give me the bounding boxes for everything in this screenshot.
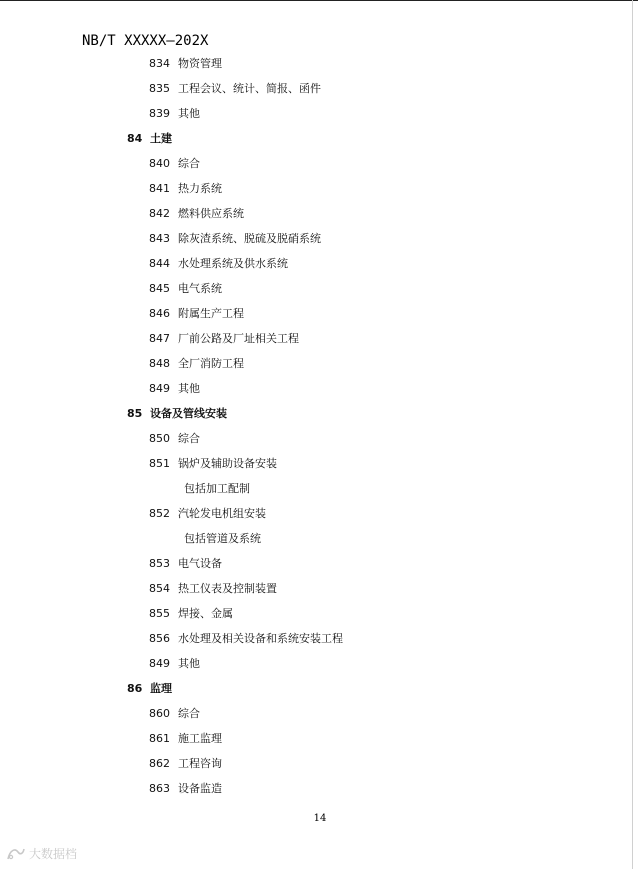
list-item bbox=[0, 729, 632, 754]
list-item bbox=[0, 329, 632, 354]
entry-label: 附属生产工程 bbox=[178, 307, 244, 320]
right-border-line bbox=[632, 0, 633, 869]
entry-label: 工程会议、统计、简报、函件 bbox=[178, 82, 321, 95]
entry-label: 除灰渣系统、脱硫及脱硝系统 bbox=[178, 232, 321, 245]
list-item bbox=[0, 104, 632, 129]
entry-label: 设备监造 bbox=[178, 782, 222, 795]
entry-label: 监理 bbox=[150, 682, 172, 695]
item-note bbox=[0, 529, 632, 554]
section-heading bbox=[0, 679, 632, 704]
entry-label: 土建 bbox=[150, 132, 172, 145]
entry-code: 853 bbox=[149, 557, 170, 570]
standard-code-header: NB/T XXXXX—202X bbox=[82, 33, 209, 49]
list-item bbox=[0, 654, 632, 679]
list-item bbox=[0, 504, 632, 529]
entry-label: 综合 bbox=[178, 707, 200, 720]
entry-code: 844 bbox=[149, 257, 170, 270]
page-number: 14 bbox=[313, 813, 327, 824]
entry-label: 厂前公路及厂址相关工程 bbox=[178, 332, 299, 345]
list-item bbox=[0, 54, 632, 79]
entry-label: 电气系统 bbox=[178, 282, 222, 295]
entry-label: 热力系统 bbox=[178, 182, 222, 195]
entry-code: 854 bbox=[149, 582, 170, 595]
entry-label: 综合 bbox=[178, 157, 200, 170]
entry-label: 焊接、金属 bbox=[178, 607, 233, 620]
entry-code: 840 bbox=[149, 157, 170, 170]
entry-label: 其他 bbox=[178, 657, 200, 670]
top-border-line bbox=[0, 0, 638, 1]
entry-code: 848 bbox=[149, 357, 170, 370]
entry-code: 86 bbox=[127, 682, 143, 695]
entry-code: 834 bbox=[149, 57, 170, 70]
section-heading bbox=[0, 129, 632, 154]
watermark-logo-icon bbox=[6, 846, 26, 862]
entry-code: 850 bbox=[149, 432, 170, 445]
entry-label: 燃料供应系统 bbox=[178, 207, 244, 220]
entry-code: 849 bbox=[149, 382, 170, 395]
entry-code: 860 bbox=[149, 707, 170, 720]
list-item bbox=[0, 554, 632, 579]
list-item bbox=[0, 779, 632, 804]
entry-label: 包括加工配制 bbox=[184, 482, 250, 495]
entry-code: 841 bbox=[149, 182, 170, 195]
entry-code: 843 bbox=[149, 232, 170, 245]
entry-code: 862 bbox=[149, 757, 170, 770]
list-item bbox=[0, 704, 632, 729]
list-item bbox=[0, 754, 632, 779]
entry-code: 84 bbox=[127, 132, 143, 145]
section-heading bbox=[0, 404, 632, 429]
entry-code: 852 bbox=[149, 507, 170, 520]
list-item bbox=[0, 454, 632, 479]
entry-label: 设备及管线安装 bbox=[150, 407, 227, 420]
entry-code: 846 bbox=[149, 307, 170, 320]
list-item bbox=[0, 429, 632, 454]
list-item bbox=[0, 254, 632, 279]
entry-label: 热工仪表及控制装置 bbox=[178, 582, 277, 595]
entry-label: 综合 bbox=[178, 432, 200, 445]
entry-code: 849 bbox=[149, 657, 170, 670]
list-item bbox=[0, 279, 632, 304]
entry-code: 835 bbox=[149, 82, 170, 95]
list-item bbox=[0, 379, 632, 404]
entry-label: 锅炉及辅助设备安装 bbox=[178, 457, 277, 470]
list-item bbox=[0, 604, 632, 629]
entry-label: 其他 bbox=[178, 382, 200, 395]
watermark bbox=[6, 845, 77, 862]
entry-code: 863 bbox=[149, 782, 170, 795]
entry-label: 包括管道及系统 bbox=[184, 532, 261, 545]
list-item bbox=[0, 79, 632, 104]
list-item bbox=[0, 579, 632, 604]
entry-code: 861 bbox=[149, 732, 170, 745]
entry-label: 施工监理 bbox=[178, 732, 222, 745]
entry-label: 汽轮发电机组安装 bbox=[178, 507, 266, 520]
item-note bbox=[0, 479, 632, 504]
list-item bbox=[0, 179, 632, 204]
entry-label: 水处理及相关设备和系统安装工程 bbox=[178, 632, 343, 645]
entry-label: 电气设备 bbox=[178, 557, 222, 570]
entry-label: 物资管理 bbox=[178, 57, 222, 70]
entry-label: 全厂消防工程 bbox=[178, 357, 244, 370]
list-item bbox=[0, 204, 632, 229]
entry-label: 工程咨询 bbox=[178, 757, 222, 770]
entry-code: 851 bbox=[149, 457, 170, 470]
list-item bbox=[0, 229, 632, 254]
list-item bbox=[0, 629, 632, 654]
classification-list bbox=[0, 54, 632, 804]
entry-code: 856 bbox=[149, 632, 170, 645]
list-item bbox=[0, 304, 632, 329]
list-item bbox=[0, 354, 632, 379]
watermark-text: 大数据档 bbox=[29, 847, 78, 861]
entry-label: 水处理系统及供水系统 bbox=[178, 257, 288, 270]
entry-code: 855 bbox=[149, 607, 170, 620]
list-item bbox=[0, 154, 632, 179]
entry-code: 845 bbox=[149, 282, 170, 295]
entry-code: 85 bbox=[127, 407, 143, 420]
entry-code: 839 bbox=[149, 107, 170, 120]
entry-label: 其他 bbox=[178, 107, 200, 120]
entry-code: 847 bbox=[149, 332, 170, 345]
entry-code: 842 bbox=[149, 207, 170, 220]
